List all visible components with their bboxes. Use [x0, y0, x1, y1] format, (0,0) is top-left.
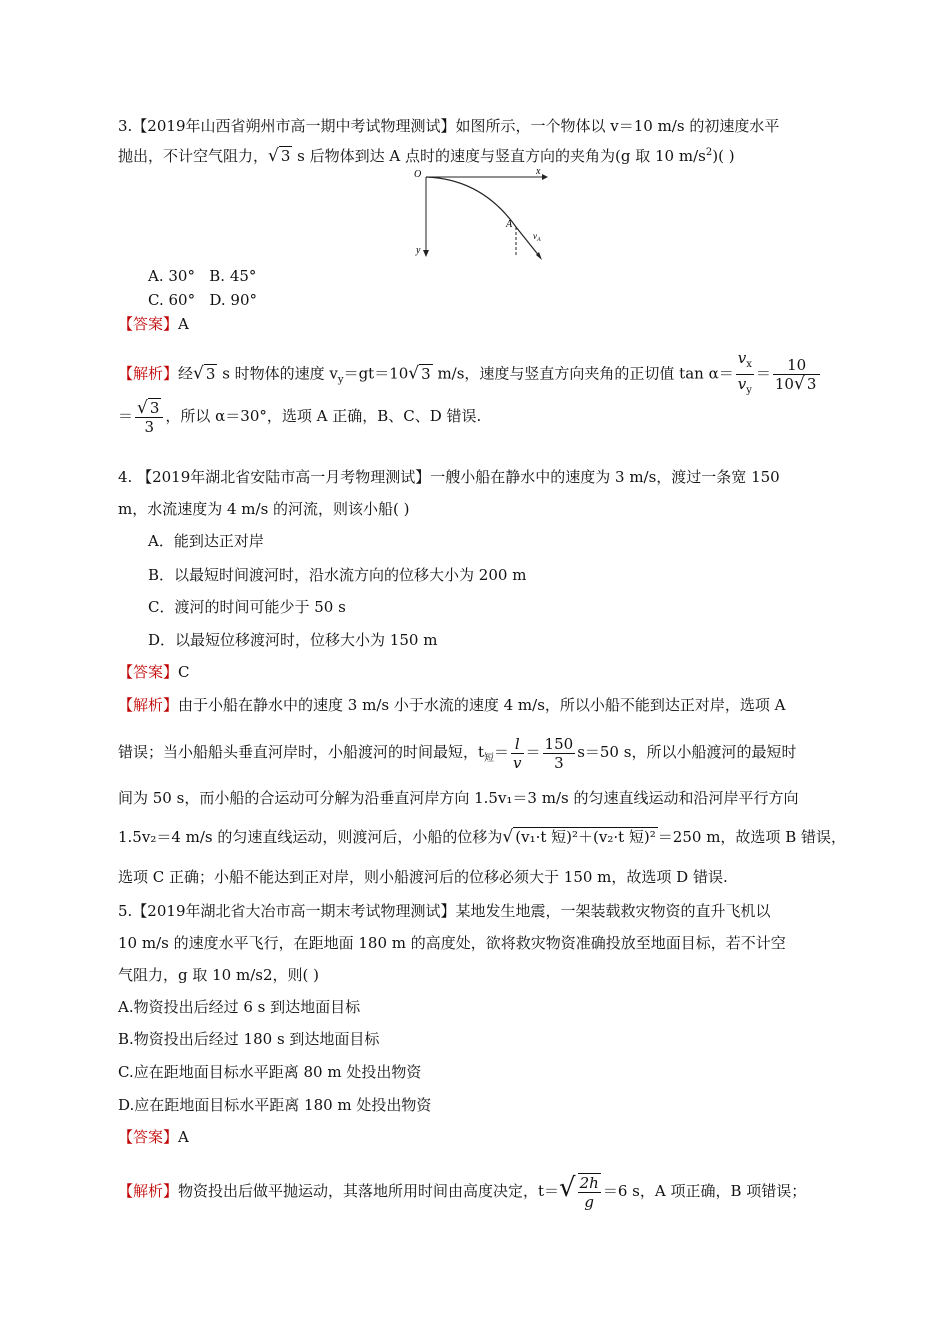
- label-O: O: [414, 169, 422, 180]
- q4-option-b[interactable]: B．以最短时间渡河时，沿水流方向的位移大小为 200 m: [148, 566, 527, 584]
- q5-stem-line2: 10 m/s 的速度水平飞行，在距地面 180 m 的高度处，欲将救灾物资准确投放至地面目标，若不计空: [118, 934, 786, 952]
- q3-option-b[interactable]: B. 45°: [209, 267, 257, 285]
- x-axis-arrow: [542, 174, 548, 180]
- q3-options-row1: [148, 265, 256, 287]
- analysis-label: 【解析】: [118, 696, 179, 714]
- q4-option-c[interactable]: C．渡河的时间可能少于 50 s: [148, 598, 346, 616]
- q4-analysis-line1: 【解析】由于小船在静水中的速度 3 m/s 小于水流的速度 4 m/s，所以小船不能到达正对岸，选项 A: [118, 696, 786, 714]
- answer-label: 【答案】: [118, 1128, 179, 1146]
- q4-stem-line1: 4. 【2019年湖北省安陆市高一月考物理测试】一艘小船在静水中的速度为 3 m/s，渡过一条宽 150: [118, 468, 780, 486]
- q5-analysis-line1: 【解析】物资投出后做平抛运动，其落地所用时间由高度决定，t＝√ $\frac{2h}{g}$ ＝6 s，A 项正确，B 项错误；: [118, 1173, 807, 1211]
- analysis-label: 【解析】: [118, 364, 179, 383]
- q4-analysis-line5: 选项 C 正确；小船不能达到正对岸，则小船渡河后的位移必须大于 150 m，故选项 D 错误.: [118, 868, 728, 886]
- label-y: y: [416, 245, 421, 256]
- analysis-label: 【解析】: [118, 1182, 179, 1200]
- q4-stem-line2: m，水流速度为 4 m/s 的河流，则该小船( ): [118, 500, 410, 518]
- q5-option-d[interactable]: D.应在距地面目标水平距离 180 m 处投出物资: [118, 1096, 432, 1114]
- q3-option-d[interactable]: D. 90°: [209, 291, 258, 309]
- frac-root3-over-3: $\frac{√ 3}{3}$: [135, 399, 163, 436]
- q4-analysis-line3: 间为 50 s，而小船的合运动可分解为沿垂直河岸方向 1.5v₁＝3 m/s 的匀速直线运动和沿河岸平行方向: [118, 789, 799, 807]
- q3-answer: 【答案】A: [118, 315, 189, 333]
- label-A: A: [506, 219, 513, 230]
- q4-option-d[interactable]: D．以最短位移渡河时，位移大小为 150 m: [148, 631, 438, 649]
- frac-vx-vy: $\frac{v_x}{v_y}$: [737, 349, 752, 396]
- frac-10-over-10root3: $\frac{10}{10√ 3}$: [773, 356, 820, 393]
- q5-stem-line1: 5.【2019年湖北省大冶市高一期末考试物理测试】某地发生地震，一架装载救灾物资的直升飞机以: [118, 902, 771, 920]
- q5-answer: 【答案】A: [118, 1128, 189, 1146]
- answer-label: 【答案】: [118, 315, 179, 333]
- q3-stem-line1: 3.【2019年山西省朔州市高一期中考试物理测试】如图所示，一个物体以 v＝10 m/s 的初速度水平: [118, 117, 780, 135]
- label-vA: $v_A$: [533, 231, 541, 243]
- trajectory-curve: [426, 177, 516, 227]
- q5-option-c[interactable]: C.应在距地面目标水平距离 80 m 处投出物资: [118, 1063, 422, 1081]
- q3-options-row2: [148, 289, 257, 311]
- q4-analysis-line4: 1.5v₂＝4 m/s 的匀速直线运动，则渡河后，小船的位移为√ (v₁·t 短)²＋(v₂·t 短)² ＝250 m，故选项 B 错误，: [118, 827, 846, 847]
- q3-analysis-line1: 【解析】经√ 3 s 时物体的速度 $v_y=gt=10√$ 3 m/s，速度与竖直方向夹角的正切值 tan α＝ $\frac{v_x}{v_y}$ ＝ $\frac{10}{10√ 3}$: [118, 349, 822, 401]
- frac-150-over-3: $\frac{150}{3}$: [544, 734, 574, 772]
- y-axis-arrow: [423, 250, 429, 257]
- q5-stem-line3: 气阻力，g 取 10 m/s2，则( ): [118, 966, 319, 984]
- q3-stem-line2: 抛出，不计空气阻力，√ 3 s 后物体到达 A 点时的速度与竖直方向的夹角为(g 取 10 $m/s^2$)( ): [118, 146, 735, 166]
- q5-option-a[interactable]: A.物资投出后经过 6 s 到达地面目标: [118, 998, 361, 1016]
- label-x: x: [536, 166, 541, 177]
- q5-option-b[interactable]: B.物资投出后经过 180 s 到达地面目标: [118, 1030, 380, 1048]
- answer-label: 【答案】: [118, 663, 179, 681]
- q4-answer: 【答案】C: [118, 663, 190, 681]
- projectile-figure: [412, 165, 562, 265]
- frac-2h-over-g: $\frac{2h}{g}$: [579, 1174, 599, 1211]
- q3-option-c[interactable]: C. 60°: [148, 291, 196, 309]
- q4-option-a[interactable]: A．能到达正对岸: [148, 532, 264, 550]
- q4-analysis-line2: 错误；当小船船头垂直河岸时，小船渡河的时间最短，$t_短=$ $\frac{l}{v}$ ＝ $\frac{150}{3}$ s＝50 s，所以小船渡河的最短时: [118, 734, 797, 772]
- q3-option-a[interactable]: A. 30°: [148, 267, 195, 285]
- frac-l-over-v: $\frac{l}{v}$: [513, 734, 522, 772]
- q3-analysis-line2: ＝ $\frac{√ 3}{3}$ ，所以 α＝30°，选项 A 正确，B、C、D 错误.: [118, 397, 482, 436]
